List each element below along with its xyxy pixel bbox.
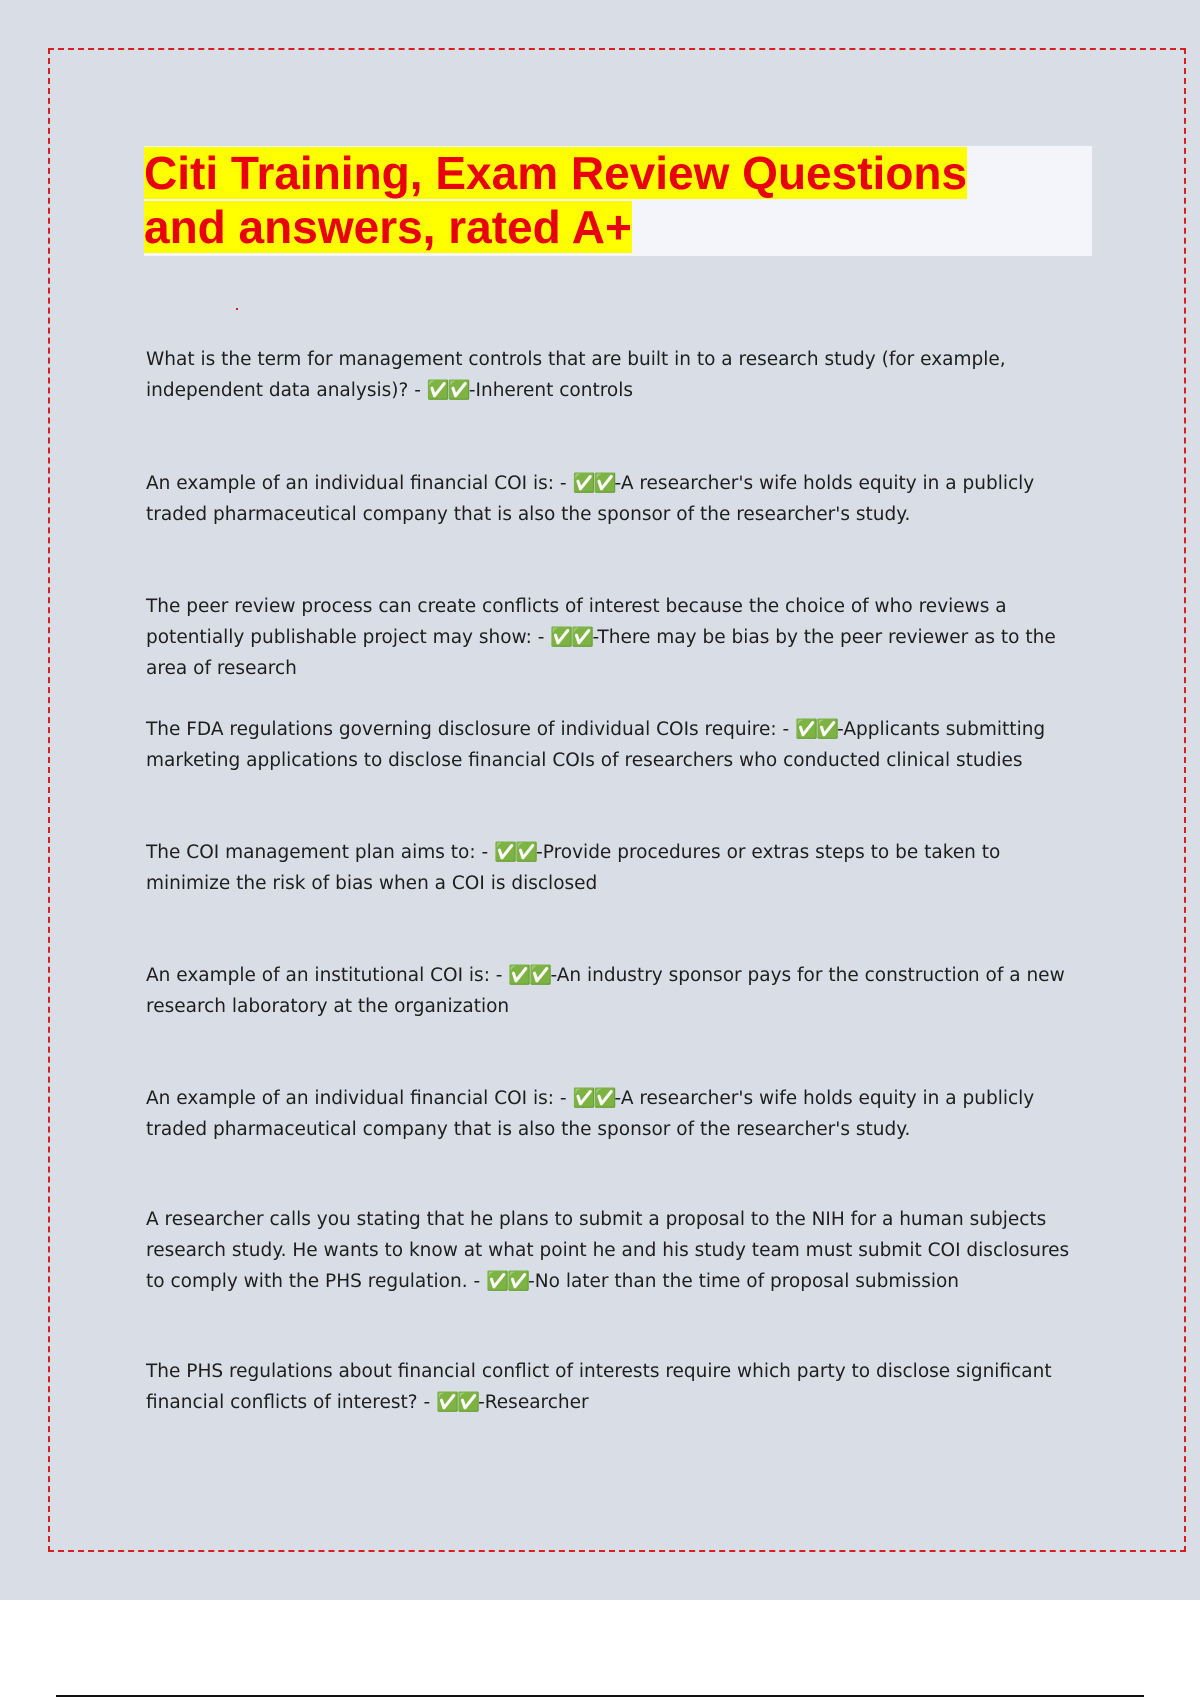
question-text: The peer review process can create conflicts of interest because the choice of who reviews a potentially publishable project may show: — [146, 596, 1007, 648]
answer-text: -A researcher's wife holds equity in a publicly traded pharmaceutical company that is also the sponsor of the researcher's study. — [146, 473, 1035, 525]
separator: - — [531, 627, 551, 648]
qa-item — [146, 591, 1086, 684]
separator: - — [417, 1392, 437, 1413]
separator: - — [408, 380, 427, 401]
qa-item — [146, 1356, 1086, 1418]
answer-text: -Provide procedures or extras steps to be taken to minimize the risk of bias when a COI is disclosed — [146, 842, 1001, 894]
qa-item — [146, 468, 1086, 530]
answer-text: -Researcher — [478, 1392, 589, 1413]
question-text: The FDA regulations governing disclosure of individual COIs require: — [146, 719, 777, 740]
double-check-icon: ✅✅ — [550, 627, 593, 648]
question-text: What is the term for management controls that are built in to a research study (for example, independent data analysis)? — [146, 349, 1006, 401]
question-text: A researcher calls you stating that he plans to submit a proposal to the NIH for a human subjects research study. He wants to know at what point he and his study team must submit COI disclosures to comply with the PHS regulation. — [146, 1209, 1070, 1292]
page-border — [48, 48, 1186, 1552]
question-text: An example of an institutional COI is: — [146, 965, 490, 986]
qa-item — [146, 344, 1086, 406]
double-check-icon: ✅✅ — [486, 1271, 529, 1292]
title-line-1: Citi Training, Exam Review Questions — [144, 147, 968, 199]
answer-text: -An industry sponsor pays for the construction of a new research laboratory at the organization — [146, 965, 1065, 1017]
footer-rule — [56, 1695, 1144, 1697]
title-box — [144, 146, 1092, 256]
qa-item — [146, 837, 1086, 899]
question-text: An example of an individual financial COI is: — [146, 473, 555, 494]
qa-item — [146, 714, 1086, 776]
qa-item — [146, 1204, 1086, 1297]
double-check-icon: ✅✅ — [572, 473, 615, 494]
question-text: The PHS regulations about financial conflict of interests require which party to disclose significant financial conflicts of interest? — [146, 1361, 1052, 1413]
double-check-icon: ✅✅ — [572, 1088, 615, 1109]
document-title — [144, 146, 1092, 254]
title-line-2: and answers, rated A+ — [144, 201, 632, 253]
separator: - — [489, 965, 509, 986]
answer-text: -Applicants submitting marketing applications to disclose financial COIs of researchers who conducted clinical studies — [146, 719, 1046, 771]
stray-mark — [236, 308, 238, 310]
separator: - — [475, 842, 494, 863]
double-check-icon: ✅✅ — [795, 719, 838, 740]
double-check-icon: ✅✅ — [494, 842, 537, 863]
question-text: The COI management plan aims to: — [146, 842, 476, 863]
separator: - — [554, 1088, 573, 1109]
separator: - — [776, 719, 796, 740]
double-check-icon: ✅✅ — [508, 965, 551, 986]
answer-text: -Inherent controls — [468, 380, 634, 401]
qa-item — [146, 960, 1086, 1022]
separator: - — [554, 473, 573, 494]
question-text: An example of an individual financial COI is: — [146, 1088, 555, 1109]
double-check-icon: ✅✅ — [426, 380, 469, 401]
double-check-icon: ✅✅ — [436, 1392, 479, 1413]
separator: - — [467, 1271, 487, 1292]
answer-text: -A researcher's wife holds equity in a publicly traded pharmaceutical company that is also the sponsor of the researcher's study. — [146, 1088, 1035, 1140]
answer-text: -There may be bias by the peer reviewer as to the area of research — [146, 627, 1056, 679]
qa-item — [146, 1083, 1086, 1145]
answer-text: -No later than the time of proposal submission — [528, 1271, 960, 1292]
